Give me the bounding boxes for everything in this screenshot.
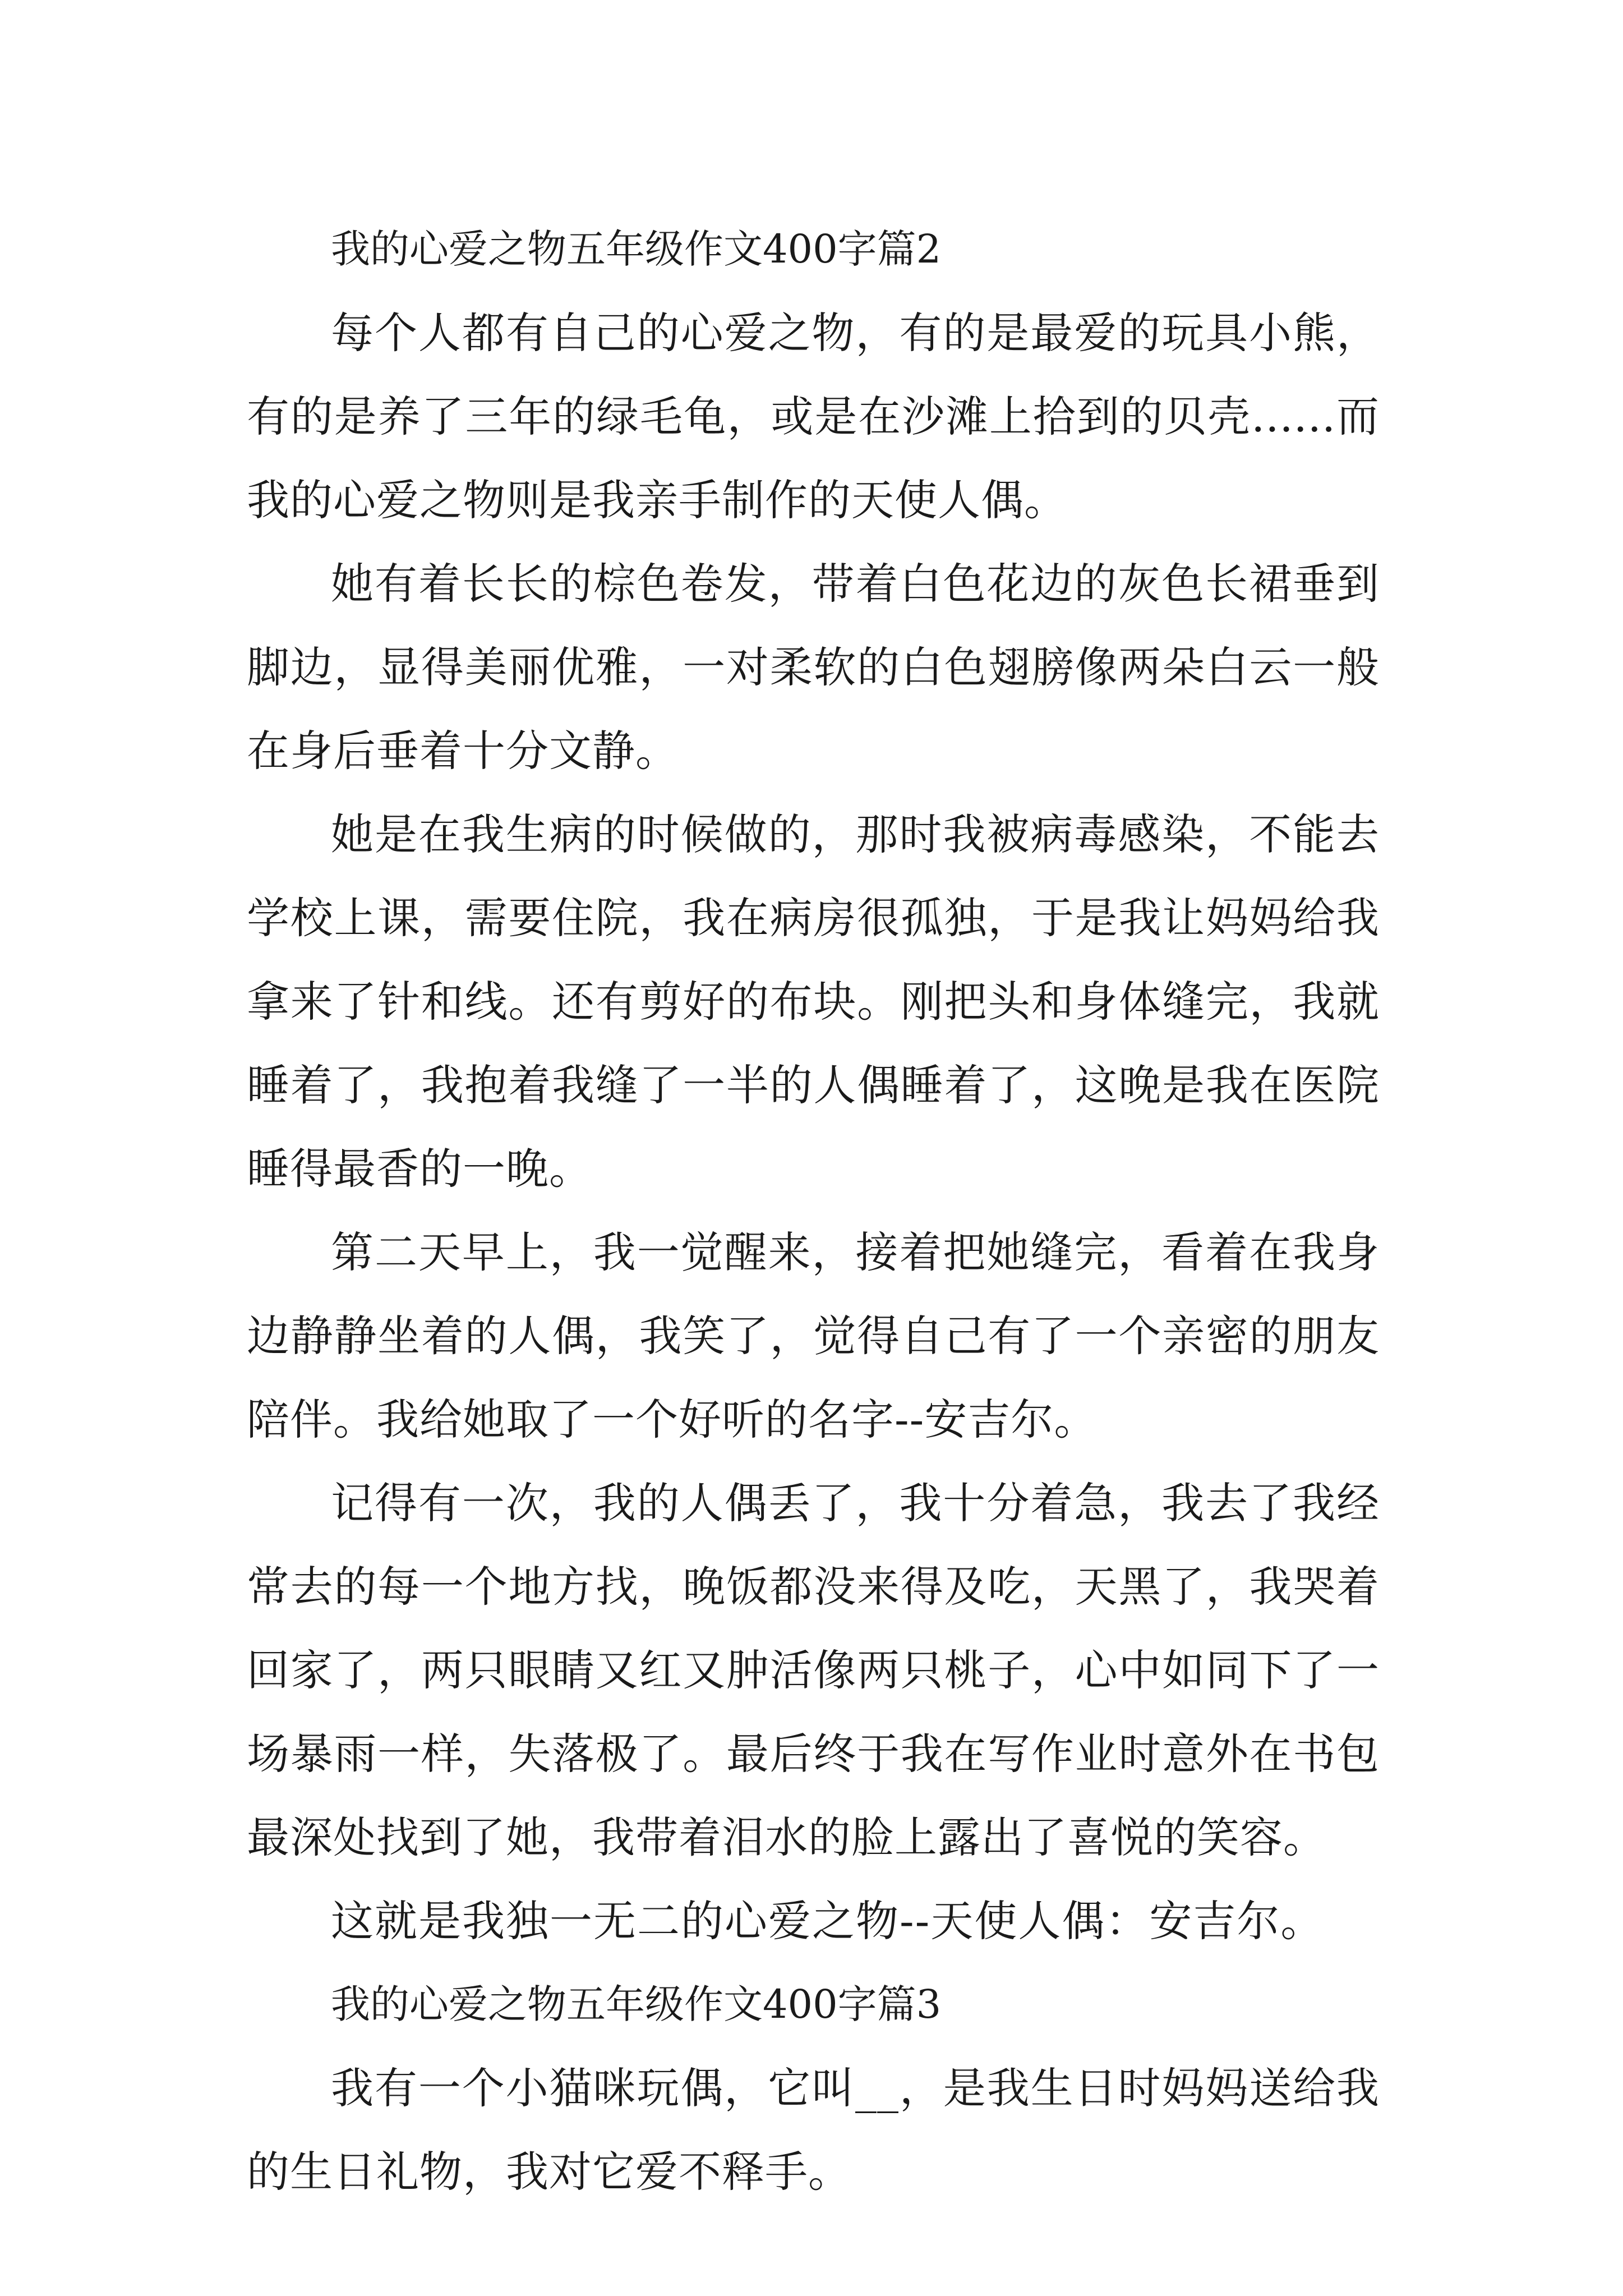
paragraph: 这就是我独一无二的心爱之物--天使人偶：安吉尔。 xyxy=(331,1896,1325,1946)
paragraph: 我有一个小猫咪玩偶，它叫__，是我生日时妈妈送给我的生日礼物，我对它爱不释手。 xyxy=(247,2063,1380,2197)
essay-content xyxy=(247,208,1380,2214)
paragraph: 第二天早上，我一觉醒来，接着把她缝完，看着在我身边静静坐着的人偶，我笑了，觉得自己有了一个亲密的朋友陪伴。我给她取了一个好听的名字--安吉尔。 xyxy=(247,1227,1380,1444)
paragraph: 记得有一次，我的人偶丢了，我十分着急，我去了我经常去的每一个地方找，晚饭都没来得及吃，天黑了，我哭着回家了，两只眼睛又红又肿活像两只桃子，心中如同下了一场暴雨一样，失落极了。最后终于我在写作业时意外在书包最深处找到了她，我带着泪水的脸上露出了喜悦的笑容。 xyxy=(247,1478,1380,1862)
essay-heading-3: 我的心爱之物五年级作文400字篇3 xyxy=(331,1981,942,2027)
paragraph: 她是在我生病的时候做的，那时我被病毒感染，不能去学校上课，需要住院，我在病房很孤独，于是我让妈妈给我拿来了针和线。还有剪好的布块。刚把头和身体缝完，我就睡着了，我抱着我缝了一半的人偶睡着了，这晚是我在医院睡得最香的一晚。 xyxy=(247,809,1380,1194)
essay-heading-2: 我的心爱之物五年级作文400字篇2 xyxy=(331,226,942,272)
paragraph: 她有着长长的棕色卷发，带着白色花边的灰色长裙垂到脚边，显得美丽优雅，一对柔软的白色翅膀像两朵白云一般在身后垂着十分文静。 xyxy=(247,559,1380,776)
paragraph: 每个人都有自己的心爱之物，有的是最爱的玩具小熊，有的是养了三年的绿毛龟，或是在沙滩上拾到的贝壳......而我的心爱之物则是我亲手制作的天使人偶。 xyxy=(247,308,1380,525)
